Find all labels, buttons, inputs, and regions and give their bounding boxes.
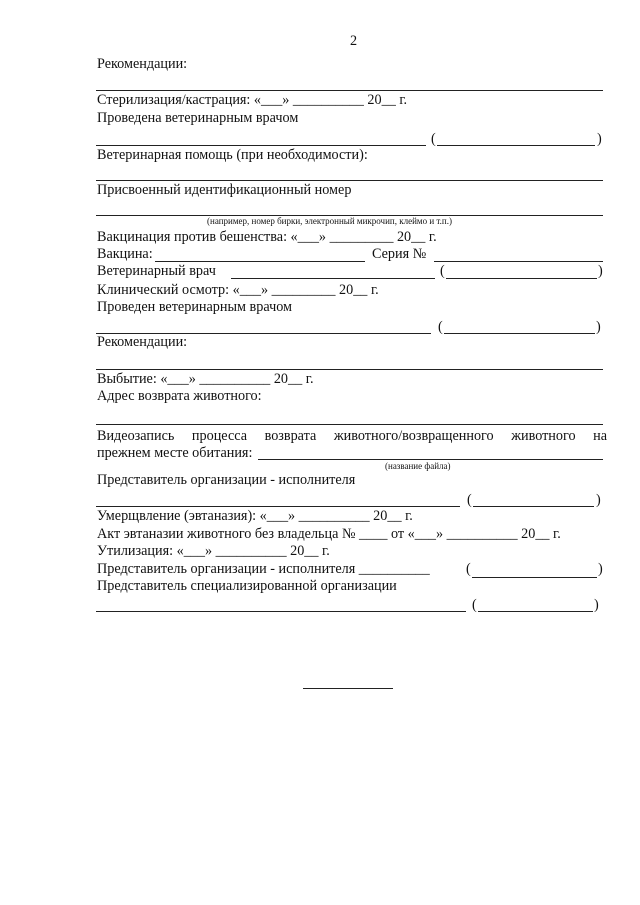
sterilization-vet-signature-line bbox=[96, 145, 426, 146]
vet-doctor-name-line bbox=[446, 278, 597, 279]
vet-doctor-signature-line bbox=[231, 278, 435, 279]
return-address-line bbox=[96, 424, 603, 425]
clinical-exam-date-field: Клинический осмотр: «___» _________ 20__ г. bbox=[97, 282, 379, 298]
video-recording-line-2: прежнем месте обитания: bbox=[97, 445, 253, 461]
vet-doctor-name-open: ( bbox=[440, 263, 445, 279]
clinical-exam-vet-name-open: ( bbox=[438, 319, 443, 335]
specialized-rep-label: Представитель специализированной организации bbox=[97, 578, 397, 594]
executor-rep-2-label: Представитель организации - исполнителя __________ bbox=[97, 561, 430, 577]
specialized-rep-name-close: ) bbox=[594, 597, 599, 613]
sterilization-date-field: Стерилизация/кастрация: «___» __________ 20__ г. bbox=[97, 92, 408, 108]
id-number-label: Присвоенный идентификационный номер bbox=[97, 182, 352, 198]
video-word: животного/возвращенного bbox=[333, 428, 494, 444]
vaccine-label: Вакцина: bbox=[97, 246, 153, 262]
recommendations-line bbox=[96, 90, 603, 91]
executor-rep-2-name-open: ( bbox=[466, 561, 471, 577]
series-label: Серия № bbox=[372, 246, 427, 262]
sterilization-vet-name-close: ) bbox=[597, 131, 602, 147]
euthanasia-date-field: Умерщвление (эвтаназия): «___» __________ 20__ г. bbox=[97, 508, 413, 524]
video-word: Видеозапись bbox=[97, 428, 175, 444]
recommendations-label: Рекомендации: bbox=[97, 56, 188, 72]
sterilization-vet-name-line bbox=[437, 145, 595, 146]
sterilization-vet-label: Проведена ветеринарным врачом bbox=[97, 110, 299, 126]
sterilization-vet-name-open: ( bbox=[431, 131, 436, 147]
return-address-label: Адрес возврата животного: bbox=[97, 388, 262, 404]
vet-help-line bbox=[96, 180, 603, 181]
specialized-rep-name-line bbox=[478, 611, 593, 612]
specialized-rep-signature-line bbox=[96, 611, 466, 612]
video-recording-line-1 bbox=[97, 428, 607, 444]
vaccination-date-field: Вакцинация против бешенства: «___» _________ 20__ г. bbox=[97, 229, 437, 245]
clinical-exam-vet-name-close: ) bbox=[596, 319, 601, 335]
vet-help-label: Ветеринарная помощь (при необходимости): bbox=[97, 147, 368, 163]
page-number: 2 bbox=[350, 33, 358, 49]
executor-rep-label: Представитель организации - исполнителя bbox=[97, 472, 356, 488]
specialized-rep-name-open: ( bbox=[472, 597, 477, 613]
vet-doctor-label: Ветеринарный врач bbox=[97, 263, 216, 279]
end-separator bbox=[303, 688, 393, 689]
executor-rep-name-line bbox=[473, 506, 594, 507]
recommendations-2-label: Рекомендации: bbox=[97, 334, 188, 350]
executor-rep-name-close: ) bbox=[596, 492, 601, 508]
video-word: на bbox=[593, 428, 608, 444]
executor-rep-2-name-close: ) bbox=[598, 561, 603, 577]
clinical-exam-vet-label: Проведен ветеринарным врачом bbox=[97, 299, 293, 315]
executor-rep-name-open: ( bbox=[467, 492, 472, 508]
video-word: возврата bbox=[264, 428, 317, 444]
filename-hint: (название файла) bbox=[385, 461, 451, 471]
series-line bbox=[434, 261, 603, 262]
video-word: процесса bbox=[191, 428, 248, 444]
id-number-hint: (например, номер бирки, электронный микрочип, клеймо и т.п.) bbox=[207, 216, 452, 226]
disposal-date-field: Утилизация: «___» __________ 20__ г. bbox=[97, 543, 330, 559]
vet-doctor-name-close: ) bbox=[598, 263, 603, 279]
departure-date-field: Выбытие: «___» __________ 20__ г. bbox=[97, 371, 314, 387]
vaccine-line bbox=[155, 261, 365, 262]
euthanasia-act-field: Акт эвтаназии животного без владельца № ____ от «___» __________ 20__ г. bbox=[97, 526, 561, 542]
video-word: животного bbox=[511, 428, 576, 444]
video-filename-line bbox=[258, 459, 603, 460]
clinical-exam-vet-name-line bbox=[444, 333, 595, 334]
executor-rep-2-name-line bbox=[472, 577, 597, 578]
recommendations-2-line bbox=[96, 369, 603, 370]
executor-rep-signature-line bbox=[96, 506, 460, 507]
